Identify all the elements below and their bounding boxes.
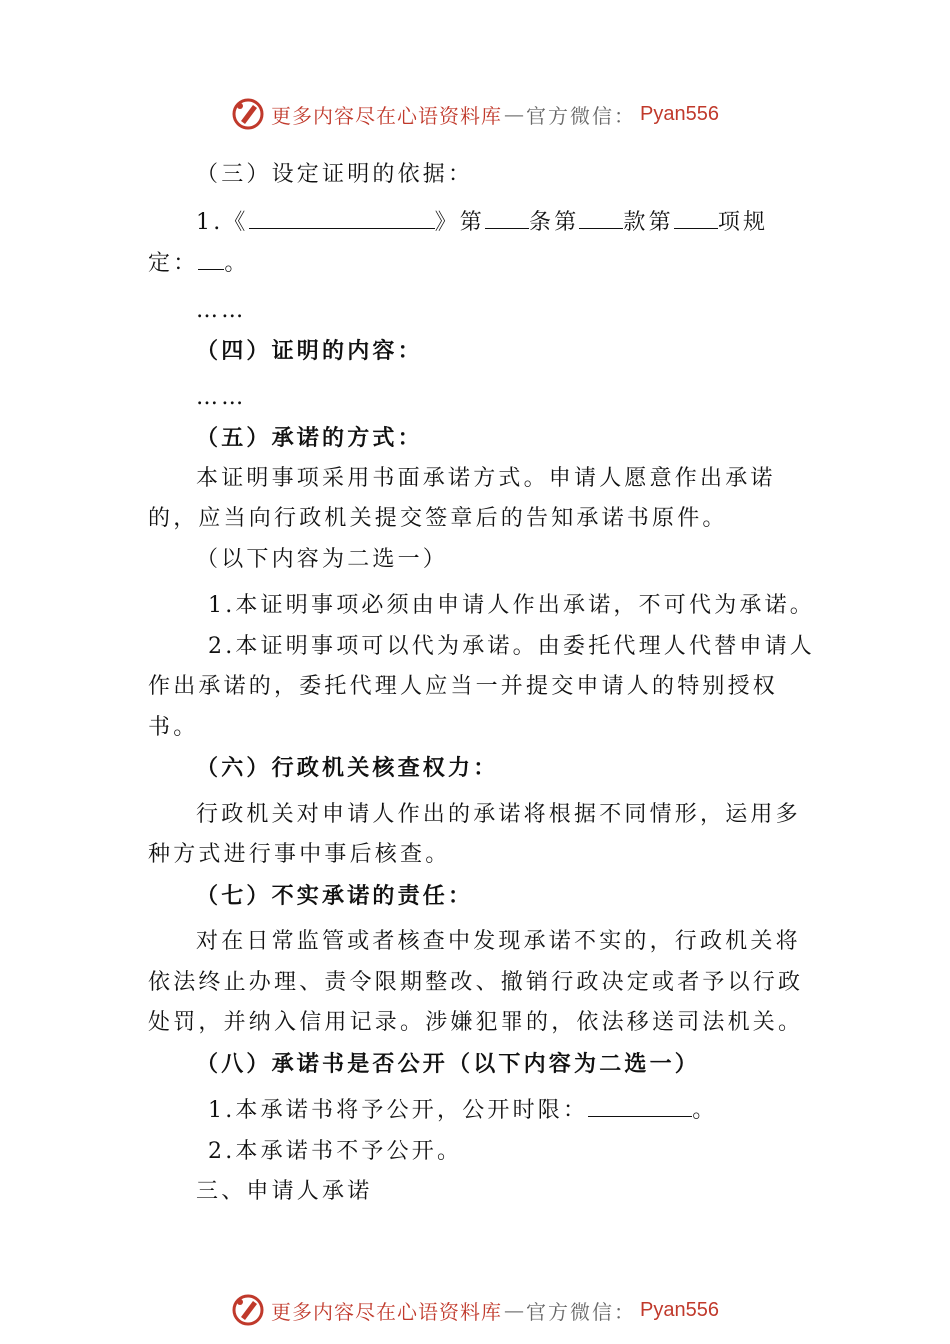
section-8-option-1 xyxy=(148,1090,820,1132)
section-4-heading: （四）证明的内容： xyxy=(196,338,423,364)
item-1-prefix: 1.《 xyxy=(196,209,249,235)
option-1-end: 。 xyxy=(692,1098,718,1123)
section-9-heading: 三、申请人承诺 xyxy=(196,1179,373,1204)
section-5-paragraph: 本证明事项采用书面承诺方式。申请人愿意作出承诺的，应当向行政机关提交签章后的告知承诺书原件。 xyxy=(148,465,776,531)
provision-blank xyxy=(198,243,224,270)
header-watermark-banner xyxy=(0,94,950,134)
item-1-mid-3: 款第 xyxy=(623,209,674,235)
clause-blank xyxy=(579,202,623,229)
section-3-item-1-line-2 xyxy=(148,243,820,285)
banner-wechat-label: 官方微信： xyxy=(526,1299,637,1324)
item-1-mid-4: 项规 xyxy=(717,209,769,235)
library-logo-icon xyxy=(231,97,265,131)
item-1-line-2-label: 定： xyxy=(148,251,199,276)
item-blank xyxy=(674,202,718,229)
banner-wechat-id: Pyan556 xyxy=(640,102,719,125)
item-1-mid-1: 》第 xyxy=(434,209,485,235)
banner-dash: — xyxy=(504,102,525,126)
item-1-mid-2: 条第 xyxy=(529,209,580,235)
section-5-option-1: 1.本证明事项必须由申请人作出承诺，不可代为承诺。 xyxy=(208,593,815,618)
banner-brand-text: 更多内容尽在心语资料库 xyxy=(271,103,503,128)
banner-brand-text: 更多内容尽在心语资料库 xyxy=(271,1299,503,1324)
banner-dash: — xyxy=(504,1298,525,1322)
section-5-note: （以下内容为二选一） xyxy=(196,546,449,572)
banner-wechat-label: 官方微信： xyxy=(526,103,637,128)
section-7-heading: （七）不实承诺的责任： xyxy=(196,882,474,909)
ellipsis-2: …… xyxy=(196,384,247,410)
section-5-heading: （五）承诺的方式： xyxy=(196,425,423,451)
document-body xyxy=(148,155,820,1213)
section-7-paragraph: 对在日常监管或者核查中发现承诺不实的，行政机关将依法终止办理、责令限期整改、撤销行政决定或者予以行政处罚，并纳入信用记录。涉嫌犯罪的，依法移送司法机关。 xyxy=(148,929,804,1035)
article-blank xyxy=(485,202,529,229)
library-logo-icon xyxy=(231,1293,265,1327)
section-6-heading: （六）行政机关核查权力： xyxy=(196,755,499,781)
section-8-option-2: 2.本承诺书不予公开。 xyxy=(208,1138,463,1164)
section-8-heading: （八）承诺书是否公开（以下内容为二选一） xyxy=(196,1050,701,1077)
disclosure-period-blank xyxy=(588,1090,692,1117)
option-1-prefix: 1.本承诺书将予公开，公开时限： xyxy=(208,1098,589,1123)
section-3-item-1 xyxy=(148,202,820,244)
law-name-blank xyxy=(249,202,435,229)
banner-wechat-id: Pyan556 xyxy=(640,1298,719,1321)
section-6-paragraph: 行政机关对申请人作出的承诺将根据不同情形，运用多种方式进行事中事后核查。 xyxy=(148,801,801,867)
ellipsis-1: …… xyxy=(196,297,247,323)
section-3-heading: （三）设定证明的依据： xyxy=(196,162,474,187)
section-5-option-2: 2.本证明事项可以代为承诺。由委托代理人代替申请人作出承诺的，委托代理人应当一并提交申请人的特别授权书。 xyxy=(148,633,815,740)
item-1-end: 。 xyxy=(224,251,250,276)
footer-watermark-banner xyxy=(0,1290,950,1330)
